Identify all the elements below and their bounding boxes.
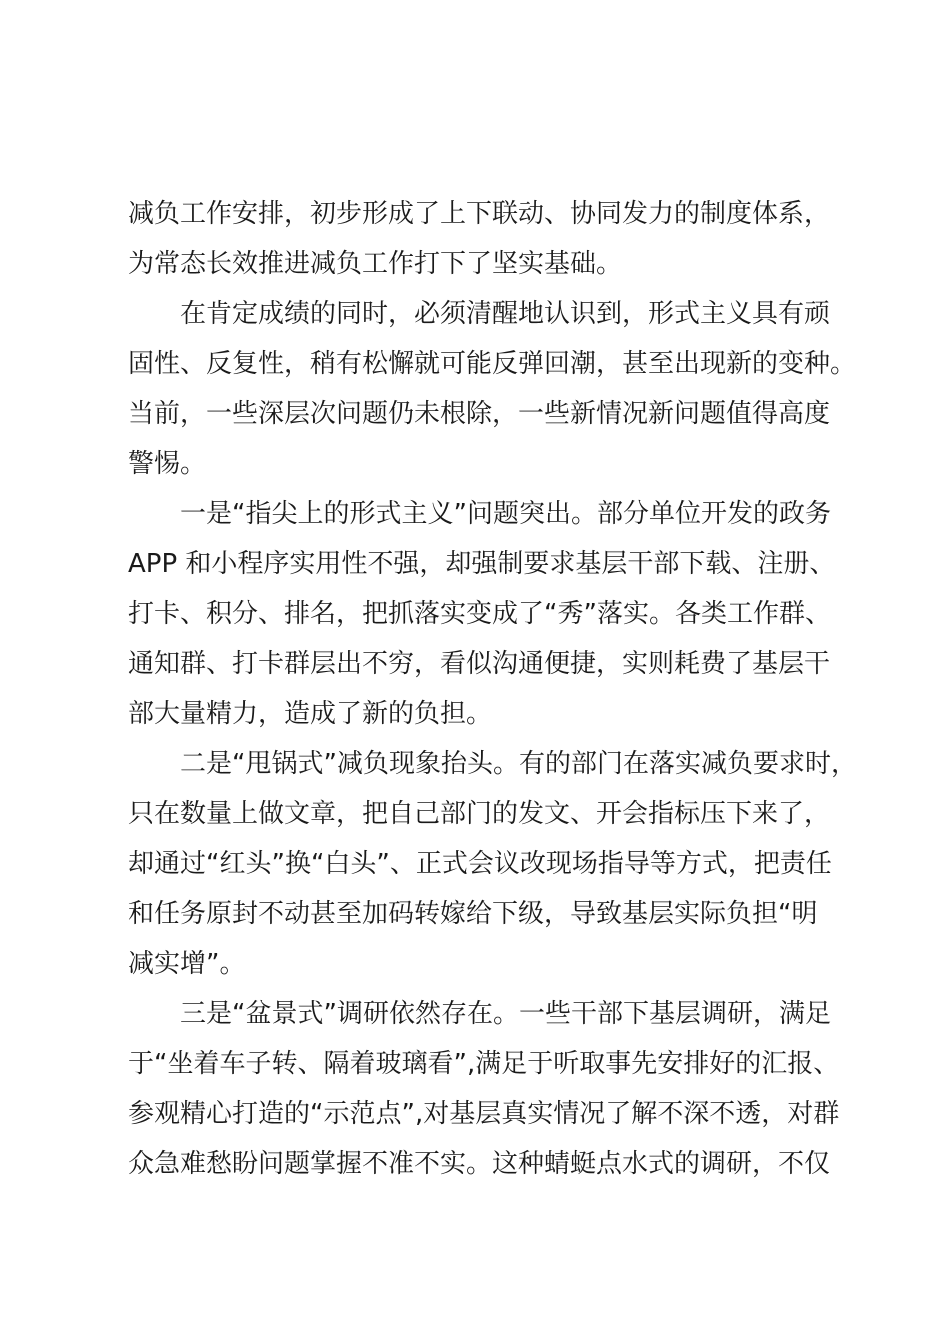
text-line: 参观精心打造的“示范点”,对基层真实情况了解不深不透，对群	[128, 1099, 840, 1129]
text-line: APP 和小程序实用性不强，却强制要求基层干部下载、注册、	[128, 549, 836, 579]
text-line: 于“坐着车子转、隔着玻璃看”,满足于听取事先安排好的汇报、	[128, 1049, 840, 1079]
text-line: 警惕。	[128, 449, 207, 479]
text-line: 众急难愁盼问题掌握不准不实。这种蜻蜓点水式的调研，不仅	[128, 1149, 831, 1179]
text-line: 打卡、积分、排名，把抓落实变成了“秀”落实。各类工作群、	[128, 599, 831, 629]
paragraph-start: 一是“指尖上的形式主义”问题突出。部分单位开发的政务	[180, 499, 831, 529]
text-line: 减负工作安排，初步形成了上下联动、协同发力的制度体系，	[128, 199, 831, 229]
text-line: 减实增”。	[128, 949, 246, 979]
paragraph-start: 三是“盆景式”调研依然存在。一些干部下基层调研，满足	[180, 999, 831, 1029]
text-line: 部大量精力，造成了新的负担。	[128, 699, 493, 729]
text-line: 却通过“红头”换“白头”、正式会议改现场指导等方式，把责任	[128, 849, 832, 879]
text-line: 当前，一些深层次问题仍未根除，一些新情况新问题值得高度	[128, 399, 831, 429]
text-line: 只在数量上做文章，把自己部门的发文、开会指标压下来了，	[128, 799, 831, 829]
paragraph-start: 二是“甩锅式”减负现象抬头。有的部门在落实减负要求时，	[180, 749, 857, 779]
text-line: 固性、反复性，稍有松懈就可能反弹回潮，甚至出现新的变种。	[128, 349, 857, 379]
text-line: 为常态长效推进减负工作打下了坚实基础。	[128, 249, 623, 279]
paragraph-start: 在肯定成绩的同时，必须清醒地认识到，形式主义具有顽	[180, 299, 831, 329]
text-line: 和任务原封不动甚至加码转嫁给下级，导致基层实际负担“明	[128, 899, 818, 929]
text-line: 通知群、打卡群层出不穷，看似沟通便捷，实则耗费了基层干	[128, 649, 831, 679]
